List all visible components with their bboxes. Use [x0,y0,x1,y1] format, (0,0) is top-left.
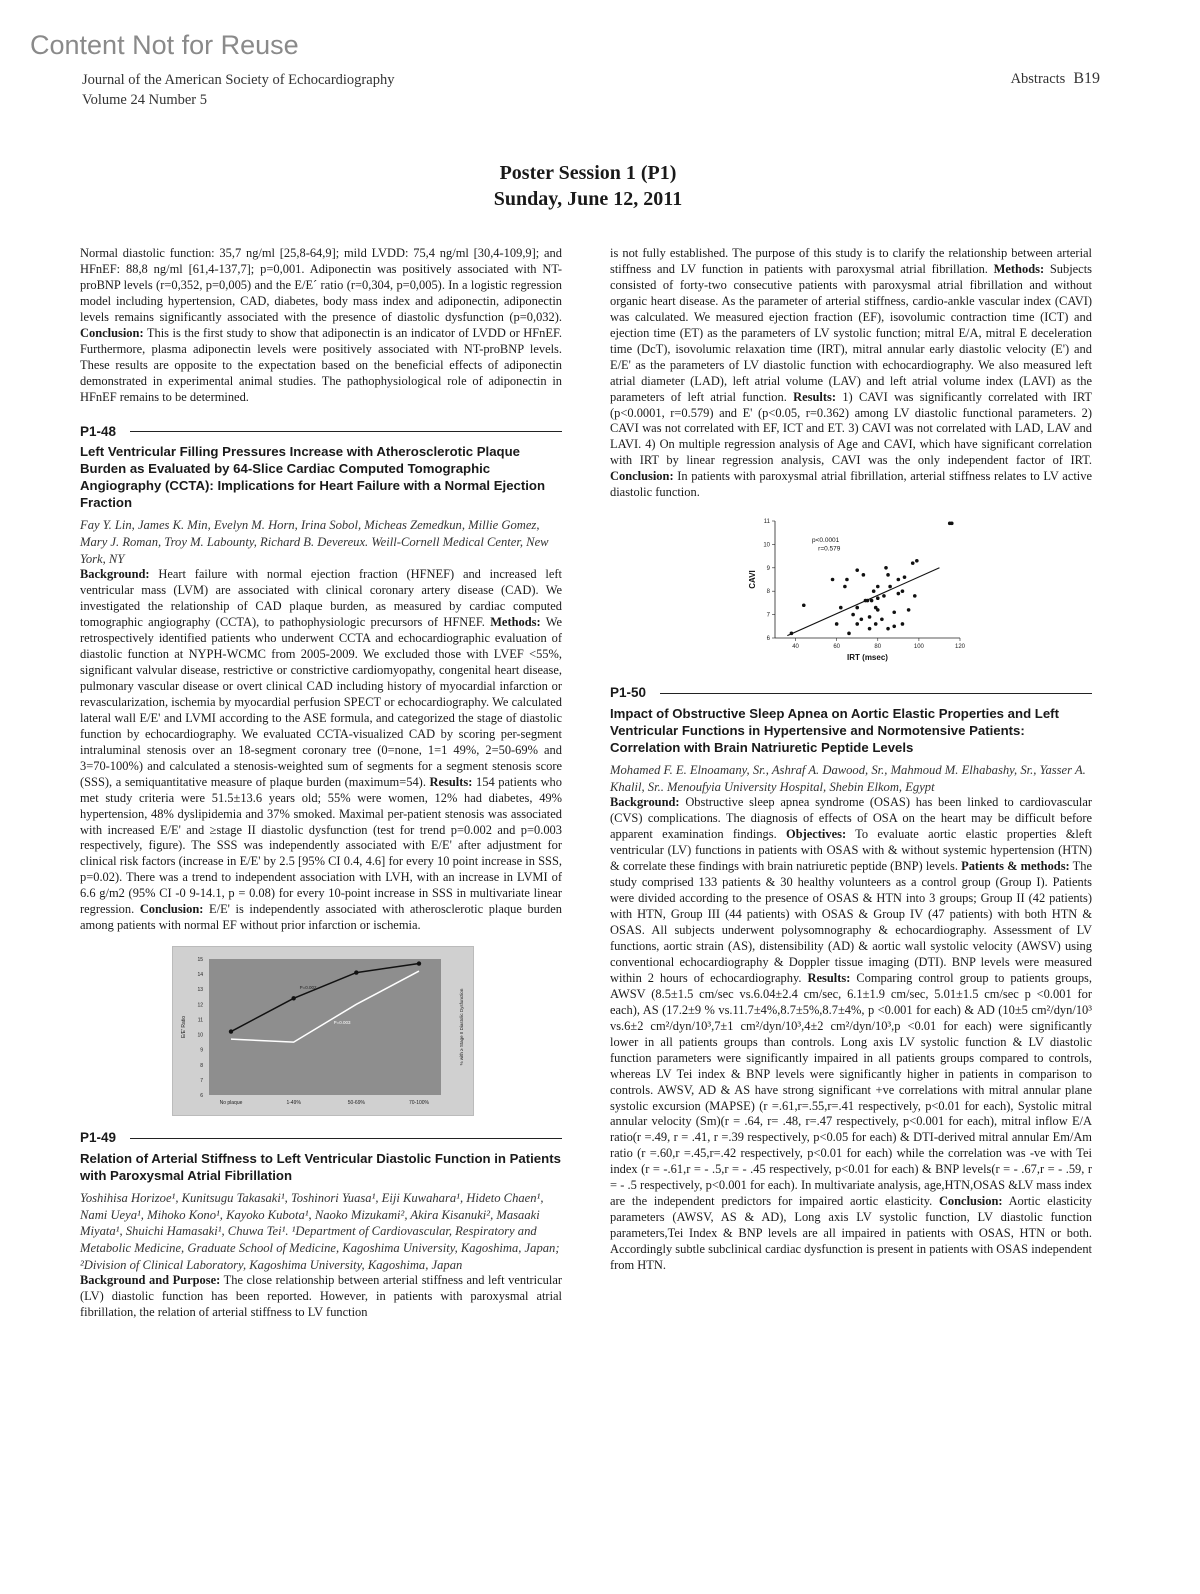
data-point [903,576,907,580]
running-head [1011,70,1100,88]
annotation-p: p<0.0001 [812,537,840,545]
abstract-title: Relation of Arterial Stiffness to Left Ventricular Diastolic Function in Patients with Paroxysmal Atrial Fibrillation [80,1151,561,1184]
y-axis-label: CAVI [748,570,757,590]
abstract-body [80,1273,562,1321]
x-tick-label: 70-100% [408,1100,430,1107]
label: Conclusion: [610,469,674,484]
y-tick-label: 11 [197,1017,203,1024]
text: We retrospectively identified patients who underwent CCTA and echocardiographic evaluation of diastolic function at NYPH-WCMC from 2005-2009. We excluded those with LVEF <55%, significant valvular disease, restrictive or constrictive cardiomyopathy, congenital heart disease, pulmonary vascular disease or overt clinical CAD including history of myocardial infarction or revascularization, ischemia by myocardial perfusion SPECT or echocardiography. We calculated lateral wall E/E' and LVMI according to the ASE formula, and categorized the stage of diastolic function by echocardiography. We evaluated CCTA-visualized CAD by scoring per-segment intraluminal stenosis over an 18-segment coronary tree (0=none, 1=1 49%, 2=50-69% and 3=70-100%) and calculated a stenosis-weighted sum of segments for a segment stenosis score (SSS), a semiquantitative measure of plaque burden (maximum=54). [80,615,562,789]
abstract-body [80,567,562,934]
text: is not fully established. The purpose of this study is to clarify the relationship between arterial stiffness and LV function in patients with paroxysmal atrial fibrillation. [610,246,1092,276]
abstract-id: P1-50 [610,685,647,701]
y-tick-label: 9 [766,566,770,573]
label: Results: [793,389,837,404]
data-point [876,608,880,612]
data-point [354,971,358,975]
x-tick-label: 1-49% [286,1100,301,1107]
session-heading [0,160,1176,212]
label: Results: [807,970,851,985]
intro-continuation [80,246,562,406]
abstract-id: P1-49 [80,1130,117,1146]
text: E/E' is independently associated with atherosclerotic plaque burden among patients with normal EF without prior infarction or ischemia. [80,902,562,933]
y-tick-label: 11 [763,519,770,526]
text: Obstructive sleep apnea syndrome (OSAS) has been linked to cardiovascular (CVS) complications. The diagnosis of effects of OSA on the heart may be difficult before apparent examination findings. [610,795,1092,842]
abstract-authors: Fay Y. Lin, James K. Min, Evelyn M. Horn, Irina Sobol, Micheas Zemedkun, Millie Gomez, Mary J. Roman, Troy M. Labounty, Richard B. Devereux. Weill-Cornell Medical Center, New York, NY [80,518,549,566]
session-title: Poster Session 1 (P1) [499,162,677,184]
figure-cavi-irt [745,513,965,663]
abstract-p150-header [610,685,1092,701]
session-date: Sunday, June 12, 2011 [493,188,683,210]
data-point [843,585,847,589]
data-point [860,618,864,622]
text: Subjects consisted of forty-two consecutive patients with paroxysmal atrial fibrillation and without organic heart disease. As the parameter of arterial stiffness, cardio-ankle vascular index (CAVI) was calculated. We measured ejection fraction (EF), isovolumic contraction time (ICT) and ejection time (ET) as the parameters of LV systolic function; mitral E/A, mitral E deceleration time (DcT), isovolumic relaxation time (IRT), mitral annular early diastolic velocity (E') and E/E' as the parameters of LV diastolic function with echocardiography. We also measured left atrial diameter (LAD), left atrial volume (LAV) and left atrial volume index (LAVI) as the parameters of left atrial function. [610,261,1092,404]
x-tick-label: 60 [833,644,841,651]
y-tick-label: 12 [197,1002,203,1009]
data-point [855,622,859,626]
data-point [872,590,876,594]
label: Conclusion: [139,902,204,917]
y-tick-label: 7 [200,1078,203,1085]
data-point [911,562,915,566]
data-point [855,569,859,573]
data-point [892,611,896,615]
data-point [892,625,896,629]
intro-conclusion-text: This is the first study to show that adiponectin is an indicator of LVDD or HFnEF. Furthermore, plasma adiponectin levels were positively associated with NT-proBNP levels. These results are opposite to the expectation based on the beneficial effects of adiponectin demonstrated in experimental animal studies. The pathophysiological role of adiponectin in HFnEF remains to be determined. [80,325,562,404]
label: Methods: [993,261,1045,276]
cavi-irt-scatter [745,513,965,663]
data-point [229,1030,233,1034]
label: Results: [429,774,473,789]
text: 1) CAVI was significantly correlated with IRT (p<0.0001, r=0.579) and E' (p<0.05, r=0.362) among LV diastolic functional parameters. 2) CAVI was not correlated with EF, ICT and ET. 3) CAVI was not correlated with LAD, LAV and LAVI. 4) On multiple regression analysis of Age and CAVI, which have significant correlation with IRT by linear regression analysis, CAVI was the only independent factor of IRT. [610,389,1092,468]
abstract-id: P1-48 [80,423,117,439]
y-tick-label: 6 [766,636,770,643]
annotation: P=0.002 [299,985,317,991]
y-tick-label: 14 [197,972,203,979]
journal-volume: Volume 24 Number 5 [82,92,207,108]
x-tick-label: No plaque [219,1100,243,1107]
rule [130,1138,562,1139]
data-point [950,522,954,526]
text: Comparing control group to patients groups, AWSV (8.5±1.5 cm/sec vs.6.04±2.4 cm/sec, 6.1±1.9 cm/sec, 5.01±1.5 cm/sec p <0.001 for each), AS (17.2±9 % vs.11.7±4%,8.7±5%,8.7±4%, p <0.001 for each) & AD (10±5 cm²/dyn/10³ vs.6±2 cm²/dyn/10³,7±1 cm²/dyn/10³,4±2 cm²/dyn/10³,p <0.01 for each) were significantly lower in all patients groups than controls. Long axis LV systolic function & LV diastolic function parameters were significantly impaired in all patients groups compared to controls, whereas LV Tei index & BNP levels were significantly higher in patients in comparison to controls. AWSV, AD & AS have strong significant +ve correlations with mitral annular plane systolic excursion (MAPSE) (r =.61,r=.55,r=.41 respectively, p<0.01 for each), Systolic mitral annular velocity (Sm)(r = .64, r= .48, r=.47 respectively, p<0.001 for each), mitral inflow E/A ratio(r =.49, r = .41, r =.39 respectively, p<0.05 for each) & DTI-derived mitral annular Em/Am ratio (r =.60,r =.45,r=.42 respectively, p<0.01 for each) while the correlation was -ve with Tei index (r = -.61,r = - .5,r = - .45 respectively, p<0.01 for each) & BNP levels(r = - .67,r = - .59, r = - .5 respectively, p<0.001 for each). In multivariate analysis, age,HTN,OSAS &LV mass index are the independent predictors for impaired aortic elasticity. [610,970,1092,1209]
data-point [901,622,905,626]
y-tick-label: 6 [200,1093,203,1100]
rule [130,431,562,432]
label: Background: [610,795,680,810]
text: To evaluate aortic elastic properties &left ventricular (LV) functions in patients with OSAS with & without systemic hypertension (HTN) & correlate these findings with brain natriuretic peptide (BNP) levels. [610,827,1092,874]
y-tick-label: 10 [197,1032,203,1039]
x-tick-label: 50-69% [347,1100,365,1107]
left-column [80,246,562,1321]
rule [660,693,1092,694]
text: Heart failure with normal ejection fraction (HFNEF) and increased left ventricular mass (LVM) are associated with clinical coronary artery disease (CAD). We investigated the relationship of CAD plaque burden, as measured by cardiac computed tomographic angiography (CCTA), to pathophysiologic precursors of HFNEF. [80,567,562,630]
data-point [862,573,866,577]
regression-line [787,568,939,636]
x-axis-label: IRT (msec) [847,653,888,663]
label: Background: [80,567,150,582]
data-point [291,996,295,1000]
plot-area [209,959,441,1095]
right-column [610,246,1092,1274]
label: Conclusion: [938,1194,1003,1209]
journal-name: Journal of the American Society of Echocardiography [82,72,395,88]
data-point [868,627,872,631]
y-tick-label: 15 [197,957,203,964]
data-point [845,578,849,582]
section-label: Abstracts [1010,71,1066,87]
data-point [880,618,884,622]
abstract-authors: Mohamed F. E. Elnoamany, Sr., Ashraf A. Dawood, Sr., Mahmoud M. Elhabashy, Sr., Yasser A. Khalil, Sr.. Menoufyia University Hospital, Shebin Elkom, Egypt [610,763,1086,794]
y-tick-label: 7 [766,612,770,619]
data-point [886,573,890,577]
data-point [897,592,901,596]
y-tick-label: 9 [200,1047,203,1054]
abstract-p148-header [80,424,562,440]
page-number: B19 [1073,70,1100,87]
data-point [870,599,874,603]
text: In patients with paroxysmal atrial fibrillation, arterial stiffness relates to LV active diastolic function. [610,469,1092,500]
intro-conclusion-label: Conclusion: [80,325,144,340]
text: The close relationship between arterial stiffness and left ventricular (LV) diastolic function has been reported. However, in patients with paroxysmal atrial fibrillation, the relation of arterial stiffness to LV function [80,1273,562,1320]
data-point [417,962,421,966]
ee-ratio-chart [173,947,475,1117]
data-point [901,590,905,594]
data-point [888,585,892,589]
data-point [855,606,859,610]
label: Objectives: [786,827,847,842]
intro-text: Normal diastolic function: 35,7 ng/ml [25,8-64,9]; mild LVDD: 75,4 ng/ml [30,4-109,9]; and HFnEF: 88,8 ng/ml [61,4-137,7]; p=0,001. Adiponectin was positively associated with NT-proBNP levels (r=0,352, p=0,005) and the E/E´ ratio (r=0,304, p=0,005). In a logistic regression model including hypertension, CAD, diabetes, body mass index and adiponectin, adiponectin levels remains significantly associated with the presence of diastolic dysfunction (p=0,032). [80,246,562,324]
data-point [915,559,919,563]
journal-header [82,70,394,110]
data-point [876,597,880,601]
data-point [847,632,851,636]
data-point [868,615,872,619]
data-point [876,585,880,589]
x-tick-label: 120 [954,644,965,651]
label: Patients & methods: [961,859,1070,874]
data-point [839,606,843,610]
data-point [907,608,911,612]
annotation: P=0.003 [333,1020,351,1026]
label: Background and Purpose: [80,1273,221,1288]
data-point [874,622,878,626]
label: Methods: [490,615,541,630]
watermark: Content Not for Reuse [30,30,299,60]
data-point [897,578,901,582]
abstract-body [610,795,1092,1274]
data-point [802,604,806,608]
y-tick-label: 8 [766,589,770,596]
annotation-r: r=0.579 [818,545,841,553]
y-tick-label: 13 [197,987,203,994]
text: The study comprised 133 patients & 30 healthy volunteers as a control group (Group I). Patients were divided according to the presence of OSAS & HTN into 3 groups; Group II (42 patients) with HTN, Group III (44 patients) with OSAS & Group IV (47 patients) with both HTN & OSAS. All subjects underwent polysomnography & echocardiography. Assessment of LV functions, aortic strain (AS), distensibility (AD) & aortic wall systolic velocity (AWSV) using conventional echocardiography & Doppler tissue imaging (DTI). BNP levels were measured within 2 hours of echocardiography. [610,859,1092,985]
abstract-title: Left Ventricular Filling Pressures Increase with Atherosclerotic Plaque Burden as Evaluated by 64-Slice Cardiac Computed Tomographic Angiography (CCTA): Implications for Heart Failure with a Normal Ejection Fraction [80,444,546,511]
abstract-p149-header [80,1130,562,1146]
y-tick-label: 8 [200,1062,203,1069]
figure-ee-ratio [172,946,474,1116]
data-point [851,613,855,617]
y-axis-label: E/E' Ratio [181,1016,187,1039]
y2-axis-label: % with ≥ Stage II Diastolic Dysfunction [459,988,464,1066]
abstract-authors: Yoshihisa Horizoe¹, Kunitsugu Takasaki¹, Toshinori Yuasa¹, Eiji Kuwahara¹, Hideto Chaen¹, Nami Ueya¹, Mihoko Kono¹, Kayoko Kubota¹, Naoko Mizukami², Akira Kisanuki², Masaaki Miyata¹, Shuichi Hamasaki¹, Chuwa Tei¹. ¹Department of Cardiovascular, Respiratory and Metabolic Medicine, Graduate School of Medicine, Kagoshima University, Kagoshima, Japan; ²Division of Clinical Laboratory, Kagoshima University, Kagoshima, Japan [80,1191,560,1272]
data-point [831,578,835,582]
x-tick-label: 80 [874,644,882,651]
data-point [913,594,917,598]
data-point [886,627,890,631]
data-point [835,622,839,626]
abstract-p149-continuation [610,246,1092,501]
abstract-title: Impact of Obstructive Sleep Apnea on Aortic Elastic Properties and Left Ventricular Functions in Hypertensive and Normotensive Patients: Correlation with Brain Natriuretic Peptide Levels [610,706,1059,756]
text: Aortic elasticity parameters (AWSV, AS & AD), Long axis LV systolic function, LV diastolic function parameters,Tei Index & BNP levels are all impaired in patients with OSAS, HTN or both. Accordingly subtle subclinical cardiac dysfunction is present in patients with OSAS independent from HTN. [610,1194,1092,1273]
data-point [884,566,888,570]
x-tick-label: 100 [913,644,924,651]
x-tick-label: 40 [792,644,799,651]
data-point [882,594,886,598]
y-tick-label: 10 [763,542,770,549]
text: 154 patients who met study criteria were 51.5±13.6 years old; 55% were women, 12% had diabetes, 49% hypertension, 48% dyslipidemia and 37% smoked. Maximal per-patient stenosis was associated with increased E/E' and ≥stage II diastolic dysfunction (test for trend p=0.002 and p=0.003 respectively, figure). The SSS was independently associated with E/E' after adjustment for clinical risk factors (increase in E/E' by 2.5 [95% CI 0.4, 4.6] for every 10 point increase in SSS, p=0.02). There was a trend to independent association with LVH, with an increase in LVMI of 6.6 g/m2 (95% CI -0 9-14.1, p = 0.08) for every 10-point increase in SSS in multivariate linear regression. [80,774,562,917]
